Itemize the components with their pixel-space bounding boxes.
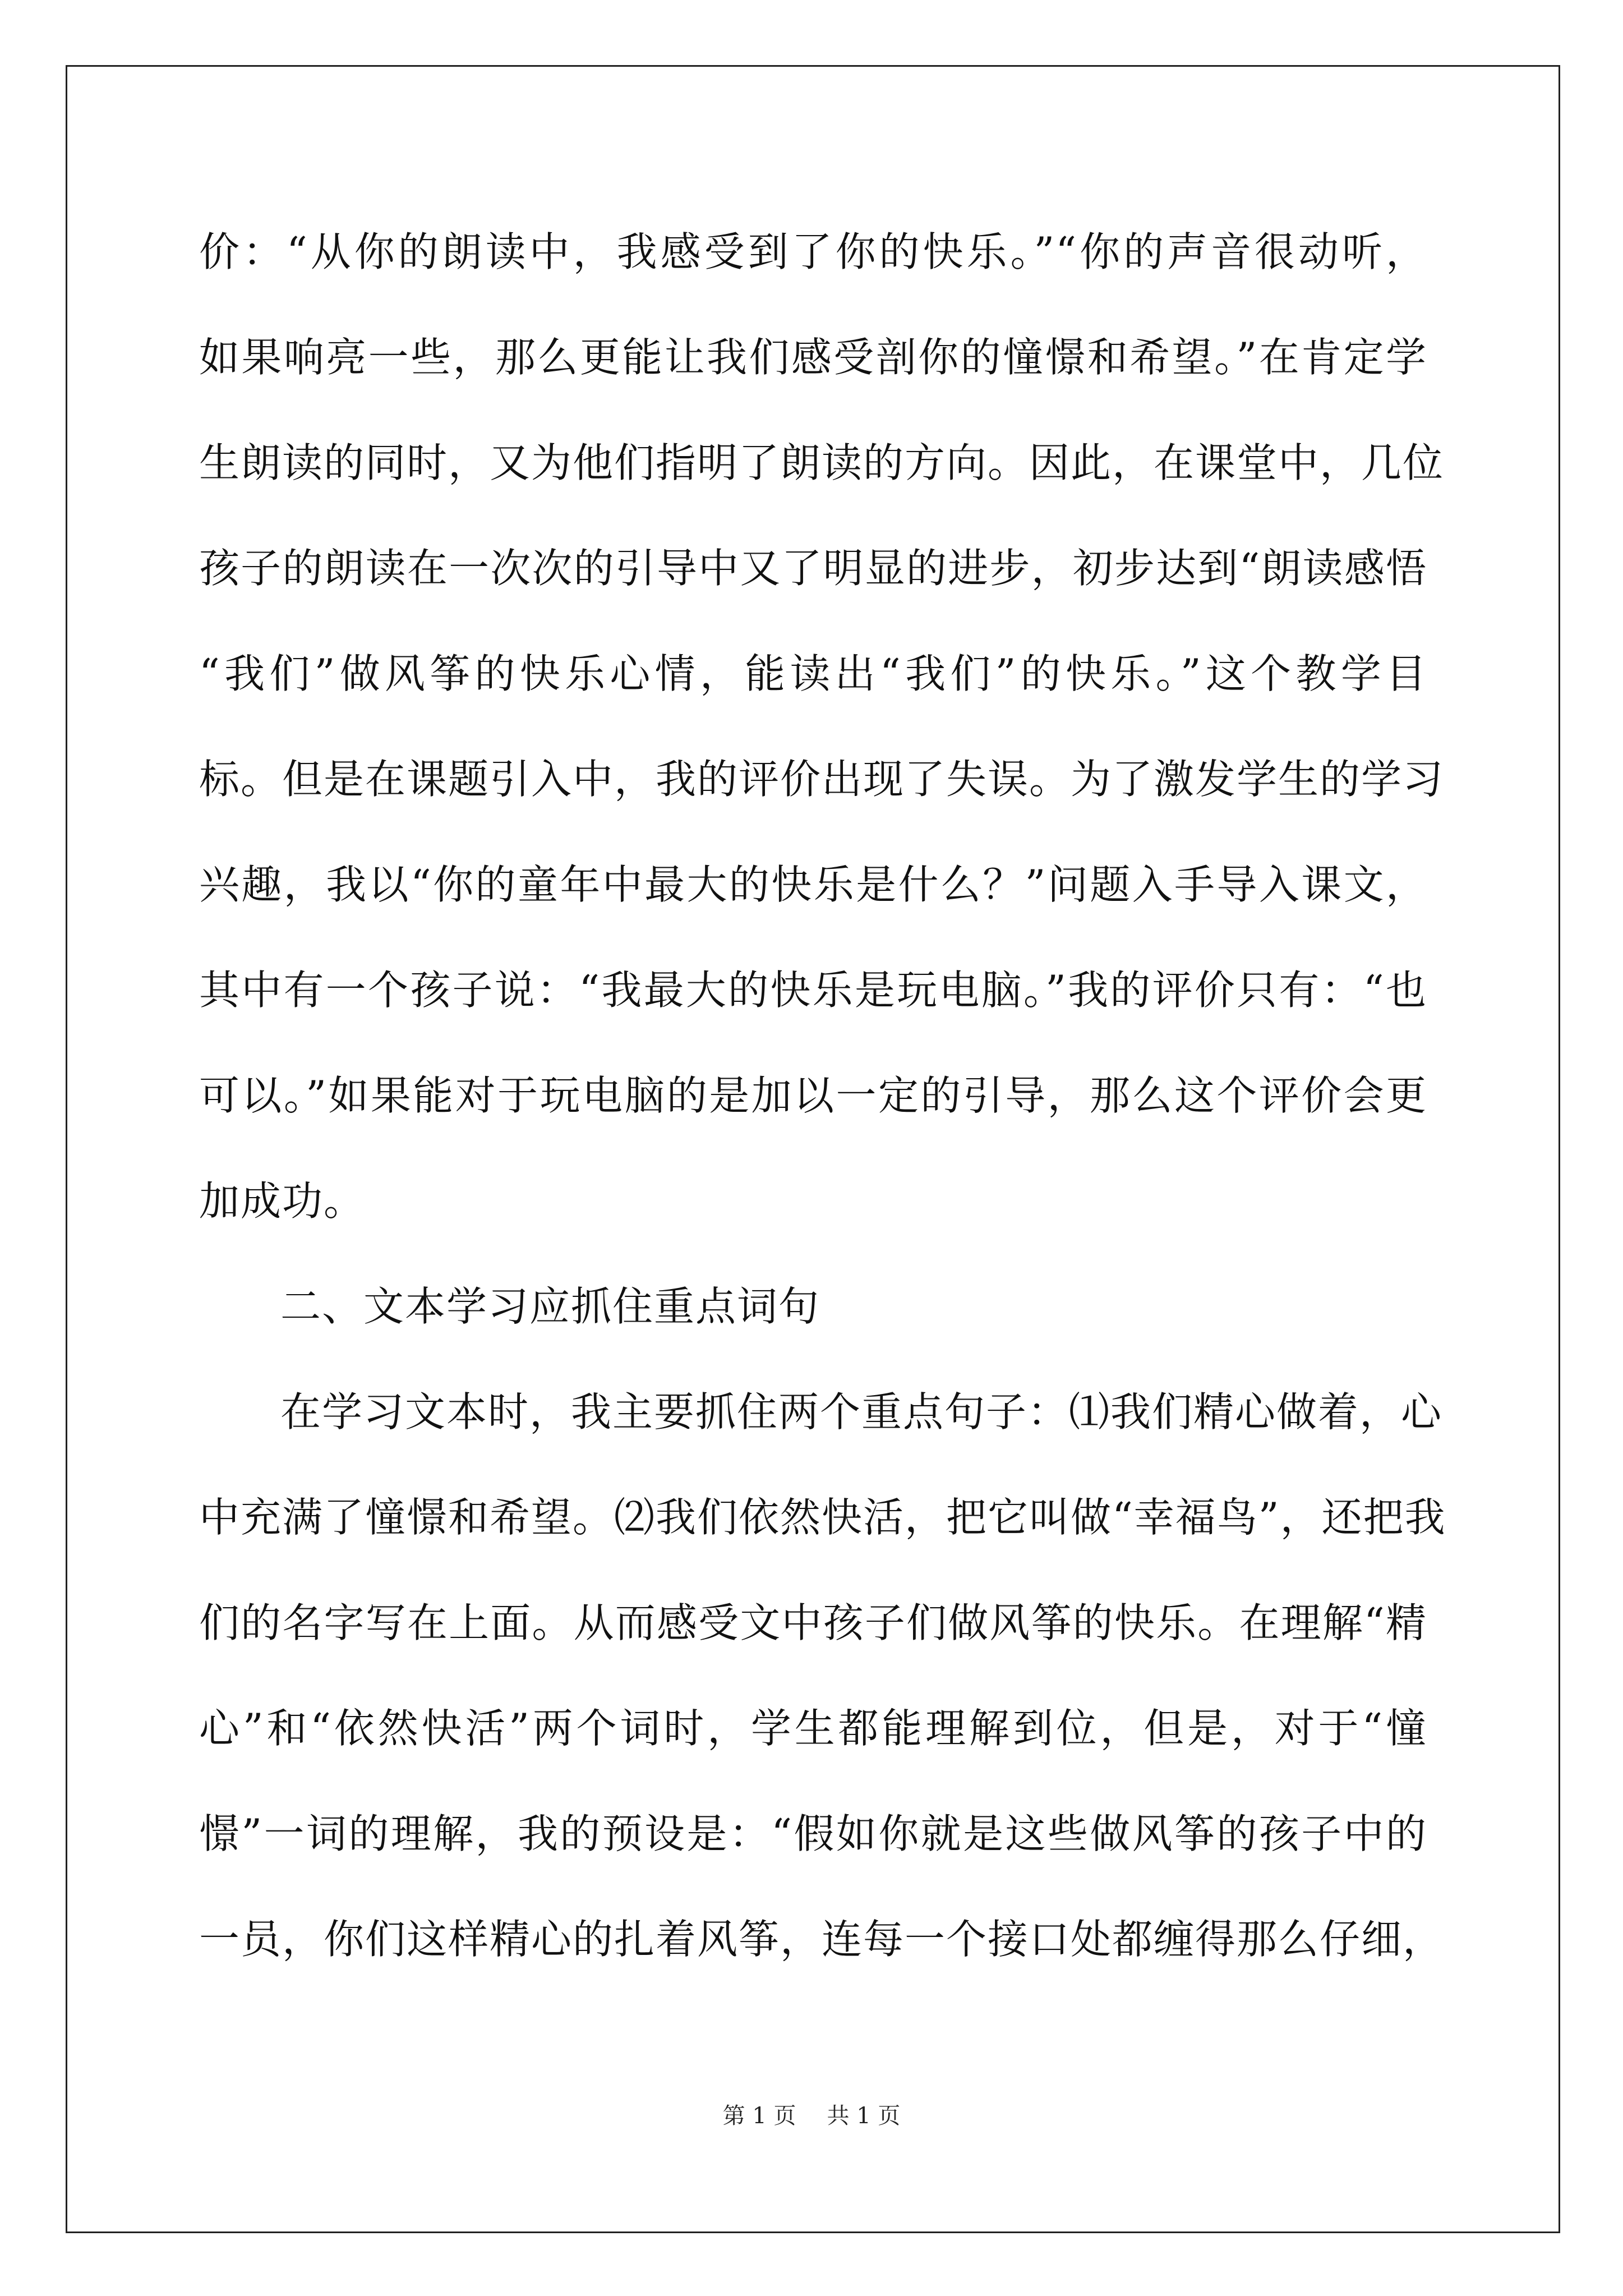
paragraph-end-line: 加成功。 <box>199 1177 366 1225</box>
page-total: 共 1 页 <box>827 2103 901 2129</box>
text-line: “我们”做风筝的快乐心情，能读出“我们”的快乐。”这个教学目 <box>199 650 1427 697</box>
text-line: 一员，你们这样精心的扎着风筝，连每一个接口处都缠得那么仔细， <box>199 1916 1445 1963</box>
section-heading: 二、文本学习应抓住重点词句 <box>280 1283 820 1330</box>
text-line: 中充满了憧憬和希望。⑵我们依然快活，把它叫做“幸福鸟”，还把我 <box>199 1494 1446 1541</box>
text-line: 可以。”如果能对于玩电脑的是加以一定的引导，那么这个评价会更 <box>199 1072 1427 1119</box>
text-line: 孩子的朗读在一次次的引导中又了明显的进步，初步达到“朗读感悟 <box>199 545 1427 592</box>
text-line: 们的名字写在上面。从而感受文中孩子们做风筝的快乐。在理解“精 <box>199 1599 1427 1646</box>
text-line: 标。但是在课题引入中，我的评价出现了失误。为了激发学生的学习 <box>199 756 1445 803</box>
page-footer <box>0 2102 1623 2130</box>
text-line: 兴趣，我以“你的童年中最大的快乐是什么？”问题入手导入课文， <box>199 861 1427 908</box>
text-line: 心”和“依然快活”两个词时，学生都能理解到位，但是，对于“憧 <box>199 1705 1427 1752</box>
text-line: 生朗读的同时，又为他们指明了朗读的方向。因此，在课堂中，几位 <box>199 439 1445 486</box>
text-line: 在学习文本时，我主要抓住两个重点句子：⑴我们精心做着，心 <box>280 1388 1443 1435</box>
page-number: 第 1 页 <box>722 2103 796 2129</box>
text-line: 如果响亮一些，那么更能让我们感受剖你的憧憬和希望。”在肯定学 <box>199 334 1427 381</box>
text-line: 价：“从你的朗读中，我感受到了你的快乐。”“你的声音很动听， <box>199 228 1427 275</box>
text-line: 其中有一个孩子说：“我最大的快乐是玩电脑。”我的评价只有：“也 <box>199 967 1427 1014</box>
text-line: 憬”一词的理解，我的预设是：“假如你就是这些做风筝的孩子中的 <box>199 1810 1427 1857</box>
document-body <box>199 199 1446 1992</box>
